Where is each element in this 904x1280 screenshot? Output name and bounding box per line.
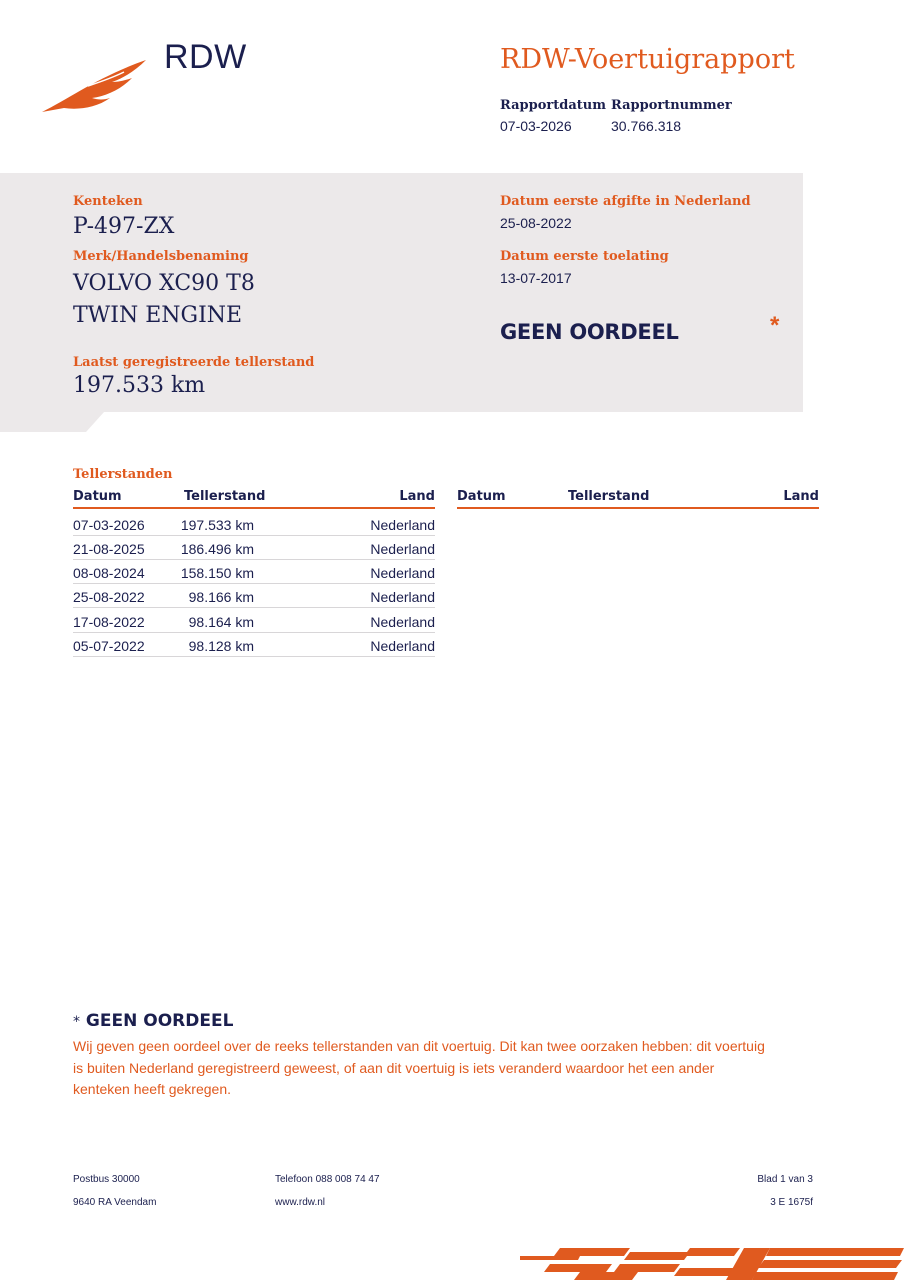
cell-country: Nederland xyxy=(370,614,435,630)
cell-country: Nederland xyxy=(370,565,435,581)
first-admission-label: Datum eerste toelating xyxy=(500,249,669,264)
col-date: Datum xyxy=(457,489,506,504)
first-nl-value: 25-08-2022 xyxy=(500,215,572,231)
cell-date: 05-07-2022 xyxy=(73,638,145,654)
verdict: GEEN OORDEEL xyxy=(500,320,679,344)
make-line-2: TWIN ENGINE xyxy=(73,303,243,328)
cell-date: 21-08-2025 xyxy=(73,541,145,557)
cell-date: 08-08-2024 xyxy=(73,565,145,581)
col-odometer: Tellerstand xyxy=(184,489,266,504)
footnote-title xyxy=(73,1011,233,1031)
col-date: Datum xyxy=(73,489,122,504)
col-country: Land xyxy=(783,489,819,504)
plate-label: Kenteken xyxy=(73,194,143,209)
cell-odometer: 98.164 km xyxy=(188,614,254,630)
footer-page-number: Blad 1 van 3 xyxy=(757,1174,813,1185)
footer-website[interactable]: www.rdw.nl xyxy=(275,1197,326,1208)
odometer-label: Laatst geregistreerde tellerstand xyxy=(73,355,315,370)
cell-odometer: 158.150 km xyxy=(180,565,254,581)
report-date-label: Rapportdatum xyxy=(500,98,606,113)
table-row xyxy=(73,609,435,633)
table-row xyxy=(73,560,435,584)
footer-address-1: Postbus 30000 xyxy=(73,1174,140,1185)
report-number-label: Rapportnummer xyxy=(611,98,732,113)
readings-title: Tellerstanden xyxy=(73,467,173,482)
footnote-heading: GEEN OORDEEL xyxy=(85,1011,234,1031)
table-row xyxy=(73,512,435,536)
report-date: 07-03-2026 xyxy=(500,118,572,134)
cell-country: Nederland xyxy=(370,638,435,654)
rdw-logo-icon xyxy=(40,56,150,116)
cell-date: 07-03-2026 xyxy=(73,517,145,533)
table-row xyxy=(73,536,435,560)
verdict-marker: * xyxy=(770,312,780,339)
first-nl-label: Datum eerste afgifte in Nederland xyxy=(500,194,751,209)
cell-date: 17-08-2022 xyxy=(73,614,145,630)
cell-odometer: 98.128 km xyxy=(188,638,254,654)
cell-odometer: 197.533 km xyxy=(180,517,254,533)
footnote-text: Wij geven geen oordeel over de reeks tellerstanden van dit voertuig. Dit kan twee oorzaken hebben: dit voertuig is buiten Nederland geregistreerd geweest, of aan dit voertuig is iets veranderd waardoor het een ander kenteken heeft gekregen. xyxy=(73,1038,765,1097)
table-row xyxy=(73,633,435,657)
cell-odometer: 98.166 km xyxy=(188,589,254,605)
col-odometer: Tellerstand xyxy=(568,489,650,504)
cell-country: Nederland xyxy=(370,517,435,533)
decorative-stripes-icon xyxy=(520,1244,904,1280)
footer-phone: Telefoon 088 008 74 47 xyxy=(275,1174,380,1185)
footnote-marker: * xyxy=(73,1014,80,1030)
cell-country: Nederland xyxy=(370,589,435,605)
panel-tab-shape xyxy=(0,412,104,432)
readings-header-left xyxy=(73,487,435,509)
cell-odometer: 186.496 km xyxy=(180,541,254,557)
col-country: Land xyxy=(399,489,435,504)
report-title: RDW-Voertuigrapport xyxy=(500,44,795,75)
cell-country: Nederland xyxy=(370,541,435,557)
make-line-1: VOLVO XC90 T8 xyxy=(73,271,255,296)
plate-value: P-497-ZX xyxy=(73,214,175,239)
footer-document-code: 3 E 1675f xyxy=(770,1197,813,1208)
odometer-value: 197.533 km xyxy=(73,373,206,398)
readings-header-right xyxy=(457,487,819,509)
table-row xyxy=(73,584,435,608)
first-admission-value: 13-07-2017 xyxy=(500,270,572,286)
footer-address-2: 9640 RA Veendam xyxy=(73,1197,157,1208)
make-label: Merk/Handelsbenaming xyxy=(73,249,249,264)
logo-text: RDW xyxy=(164,38,247,76)
report-number: 30.766.318 xyxy=(611,118,682,134)
cell-date: 25-08-2022 xyxy=(73,589,145,605)
